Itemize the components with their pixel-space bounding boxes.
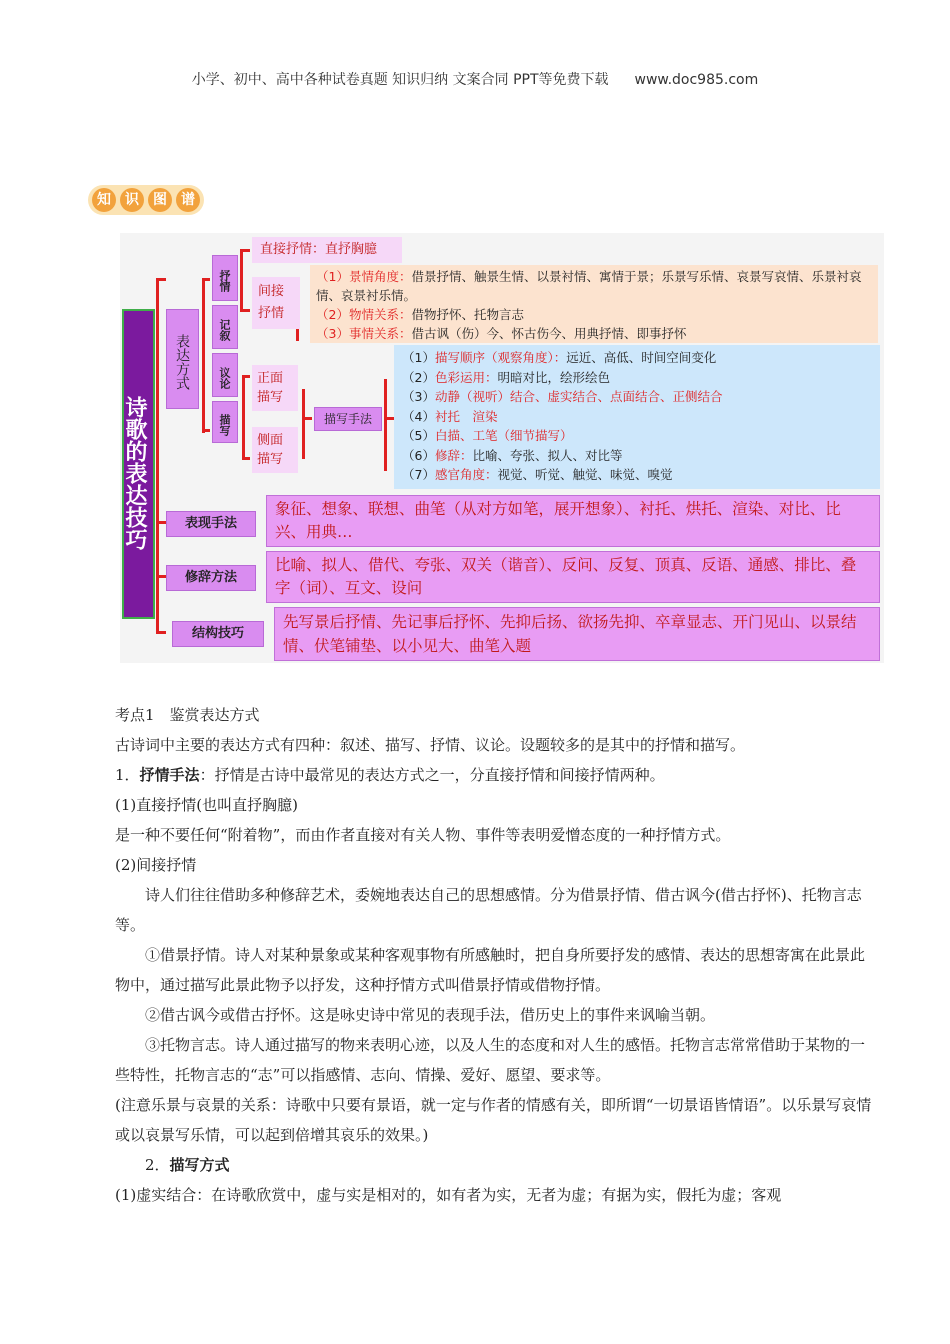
mx-line — [402, 348, 872, 368]
jj2-text: 借物抒怀、托物言志 — [411, 307, 524, 322]
node-yilun: 议论 — [212, 353, 238, 397]
mx-line — [402, 446, 872, 466]
mx-line — [402, 368, 872, 388]
subheading — [115, 760, 875, 790]
paragraph: (2)间接抒情 — [115, 856, 197, 874]
jj3-text: 借古讽（伤）今、怀古伤今、用典抒情、即事抒怀 — [411, 326, 687, 341]
text: ：抒情是古诗中最常见的表达方式之一，分直接抒情和间接抒情两种。 — [199, 766, 665, 784]
bold-term: 抒情手法 — [139, 766, 200, 784]
mx-text: 明暗对比，绘形绘色 — [497, 369, 610, 385]
mx-text: 比喻、夸张、拟人、对比等 — [472, 447, 623, 463]
paragraph: ①借景抒情。诗人对某种景象或某种客观事物有所感触时，把自身所要抒发的感情、表达的思想寄寓在此景此物中，通过描写此景此物予以抒发，这种抒情方式叫借景抒情或借物抒情。 — [115, 946, 866, 994]
jianjie-line-3 — [316, 324, 872, 343]
node-zhijie: 直接抒情：直抒胸臆 — [252, 237, 402, 263]
connector — [202, 429, 210, 432]
num: 1． — [115, 766, 140, 784]
bxsf-box: 象征、想象、联想、曲笔（从对方如笔，展开想象）、衬托、烘托、渲染、对比、比兴、用典… — [266, 495, 880, 547]
mx-label: 衬托 渲染 — [434, 408, 498, 424]
mx-num: （4） — [402, 408, 435, 424]
mx-line — [402, 465, 872, 485]
node-mxsf: 描写手法 — [314, 407, 382, 431]
jianjie-line-2 — [316, 305, 872, 324]
connector — [156, 521, 166, 524]
badge-char: 图 — [148, 188, 172, 212]
article-body — [115, 700, 875, 1210]
knowledge-map-badge — [88, 185, 204, 215]
root-node: 诗歌的表达技巧 — [122, 309, 155, 619]
jj2-label: （2）物情关系： — [316, 307, 412, 322]
mx-line — [402, 407, 872, 427]
header-url[interactable]: www.doc985.com — [634, 72, 759, 88]
jj3-label: （3）事情关系： — [316, 326, 412, 341]
mx-num: （1） — [402, 350, 435, 365]
xcff-box: 比喻、拟人、借代、夸张、双关（谐音）、反问、反复、顶真、反语、通感、排比、叠字（词）、互文、设问 — [266, 551, 880, 603]
node-xcff: 修辞方法 — [166, 565, 256, 591]
mx-num: （2） — [402, 369, 435, 385]
subheading — [115, 1150, 875, 1180]
badge-char: 知 — [92, 188, 116, 212]
mx-label: 动静（视听）结合、虚实结合、点面结合、正侧结合 — [434, 389, 723, 404]
connector — [156, 278, 166, 281]
connector — [302, 389, 305, 459]
connector — [242, 375, 250, 378]
section-title: 考点1 鉴赏表达方式 — [115, 706, 260, 724]
header-text: 小学、初中、高中各种试卷真题 知识归纳 文案合同 PPT等免费下载 — [191, 72, 609, 88]
mx-text: 视觉、听觉、触觉、味觉、嗅觉 — [497, 467, 673, 482]
node-jgjq: 结构技巧 — [172, 621, 264, 647]
connector — [156, 278, 159, 633]
paragraph: 古诗词中主要的表达方式有四种：叙述、描写、抒情、议论。设题较多的是其中的抒情和描写。 — [115, 736, 746, 754]
node-miaoxie: 描写 — [212, 401, 238, 443]
jj1-text: 借景抒情、触景生情、以景衬情、寓情于景；乐景写乐情、哀景写哀情、乐景衬哀情、哀景衬乐情。 — [316, 269, 862, 303]
connector — [202, 278, 205, 433]
connector — [384, 379, 387, 471]
paragraph: ②借古讽今或借古抒怀。这是咏史诗中常见的表现手法，借历史上的事件来讽喻当朝。 — [145, 1006, 716, 1024]
paragraph: 诗人们往往借助多种修辞艺术，委婉地表达自己的思想感情。分为借景抒情、借古讽今(借古抒怀)、托物言志等。 — [115, 886, 862, 934]
mx-num: （3） — [402, 389, 435, 404]
mind-map — [120, 233, 884, 663]
connector — [202, 278, 210, 281]
bold-term: 描写方式 — [169, 1156, 230, 1174]
paragraph: 是一种不要任何“附着物”，而由作者直接对有关人物、事件等表明爱憎态度的一种抒情方式。 — [115, 826, 731, 844]
num: 2． — [145, 1156, 170, 1174]
paragraph: (1)直接抒情(也叫直抒胸臆) — [115, 796, 298, 814]
mx-label: 色彩运用： — [434, 369, 498, 385]
node-jixu: 记叙 — [212, 305, 238, 349]
connector — [242, 457, 250, 460]
paragraph: (注意乐景与哀景的关系：诗歌中只要有景语，就一定与作者的情感有关，即所谓“一切景语皆情语”。以乐景写哀情或以哀景写乐情，可以起到倍增其哀乐的效果。) — [115, 1096, 872, 1144]
connector — [240, 249, 250, 252]
connector — [242, 375, 245, 459]
paragraph: (1)虚实结合：在诗歌欣赏中，虚与实是相对的，如有者为实，无者为虚；有据为实，假托为虚；客观 — [115, 1186, 782, 1204]
mx-line — [402, 387, 872, 407]
mx-num: （6） — [402, 447, 435, 463]
connector — [240, 249, 243, 311]
badge-char: 识 — [120, 188, 144, 212]
node-jianjie: 间接抒情 — [252, 277, 300, 329]
node-bxsf: 表现手法 — [166, 511, 256, 537]
connector — [384, 417, 394, 420]
connector — [302, 417, 312, 420]
mx-label: 修辞： — [434, 447, 473, 463]
mx-label: 描写顺序（观察角度）： — [434, 350, 567, 365]
connector — [156, 575, 166, 578]
connector — [240, 309, 250, 312]
jianjie-detail-box — [310, 265, 878, 343]
mx-num: （5） — [402, 428, 435, 443]
mx-label: 白描、工笔（细节描写） — [434, 428, 573, 443]
jianjie-line-1 — [316, 267, 872, 305]
mx-label: 感官角度： — [434, 467, 498, 482]
mx-text: 远近、高低、时间空间变化 — [566, 350, 717, 365]
connector — [156, 631, 166, 634]
jgjq-box: 先写景后抒情、先记事后抒怀、先抑后扬、欲扬先抑、卒章显志、开门见山、以景结情、伏笔铺垫、以小见大、曲笔入题 — [274, 607, 880, 661]
badge-char: 谱 — [176, 188, 200, 212]
node-zhengmian: 正面描写 — [252, 365, 298, 411]
mx-line — [402, 426, 872, 446]
page-header — [0, 69, 950, 89]
miaoxie-detail-box — [394, 345, 880, 489]
mx-num: （7） — [402, 467, 435, 482]
node-shuqing: 抒情 — [212, 255, 238, 301]
node-cemian: 侧面描写 — [252, 427, 298, 473]
jj1-label: （1）景情角度： — [316, 269, 412, 284]
node-biaoda: 表达方式 — [166, 309, 199, 409]
paragraph: ③托物言志。诗人通过描写的物来表明心迹，以及人生的态度和对人生的感悟。托物言志常常借助于某物的一些特性，托物言志的“志”可以指感情、志向、情操、爱好、愿望、要求等。 — [115, 1036, 866, 1084]
